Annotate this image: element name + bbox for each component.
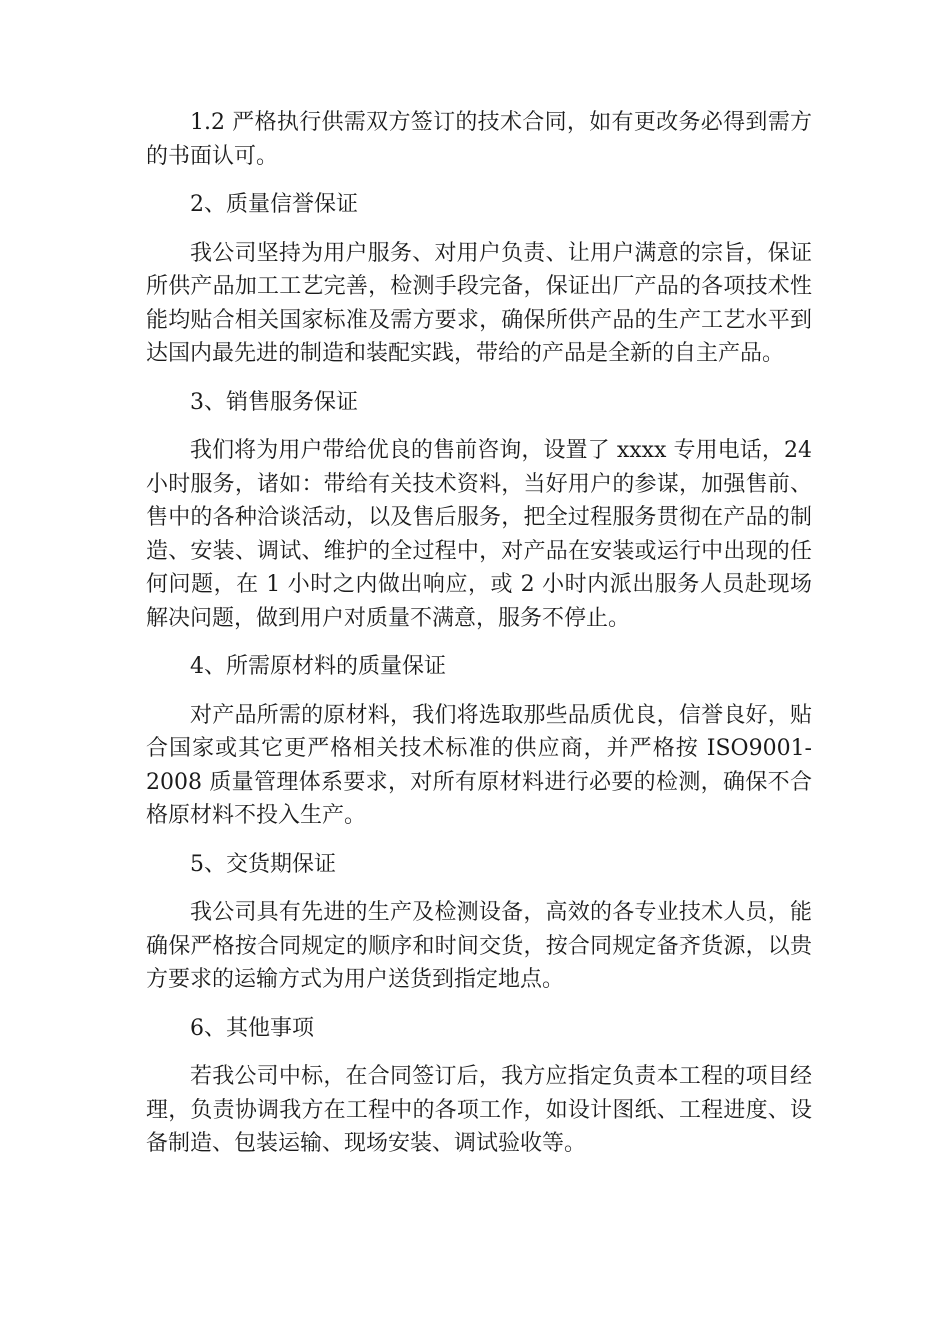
paragraph-contract-compliance: 1.2 严格执行供需双方签订的技术合同，如有更改务必得到需方的书面认可。 — [146, 110, 812, 169]
document-body — [146, 106, 812, 1176]
section-heading-other-matters: 6、其他事项 — [190, 1015, 314, 1041]
paragraph-other-matters: 若我公司中标，在合同签订后，我方应指定负责本工程的项目经理，负责协调我方在工程中的各项工作，如设计图纸、工程进度、设备制造、包装运输、现场安装、调试验收等。 — [146, 1064, 812, 1156]
section-heading-quality-reputation: 2、质量信誉保证 — [190, 192, 358, 217]
paragraph-delivery: 我公司具有先进的生产及检测设备，高效的各专业技术人员，能确保严格按合同规定的顺序和时间交货，按合同规定备齐货源，以贵方要求的运输方式为用户送货到指定地点。 — [146, 900, 812, 992]
section-heading-sales-service: 3、销售服务保证 — [190, 389, 358, 415]
section-heading-raw-materials: 4、所需原材料的质量保证 — [190, 654, 446, 679]
paragraph-quality-reputation: 我公司坚持为用户服务、对用户负责、让用户满意的宗旨，保证所供产品加工工艺完善，检测手段完备，保证出厂产品的各项技术性能均贴合相关国家标准及需方要求，确保所供产品的生产工艺水平到达国内最先进的制造和装配实践，带给的产品是全新的自主产品。 — [146, 240, 812, 366]
paragraph-sales-service: 我们将为用户带给优良的售前咨询，设置了 xxxx 专用电话，24 小时服务，诸如：带给有关技术资料，当好用户的参谋，加强售前、售中的各种洽谈活动，以及售后服务，把全过程服务贯彻在产品的制造、安装、调试、维护的全过程中，对产品在安装或运行中出现的任何问题，在 1 小时之内做出响应，或 2 小时内派出服务人员赴现场解决问题，做到用户对质量不满意，服务不停止。 — [146, 438, 812, 631]
paragraph-raw-materials: 对产品所需的原材料，我们将选取那些品质优良，信誉良好，贴合国家或其它更严格相关技术标准的供应商，并严格按 ISO9001-2008 质量管理体系要求，对所有原材料进行必要的检测，确保不合格原材料不投入生产。 — [146, 702, 812, 828]
section-heading-delivery: 5、交货期保证 — [190, 851, 336, 877]
